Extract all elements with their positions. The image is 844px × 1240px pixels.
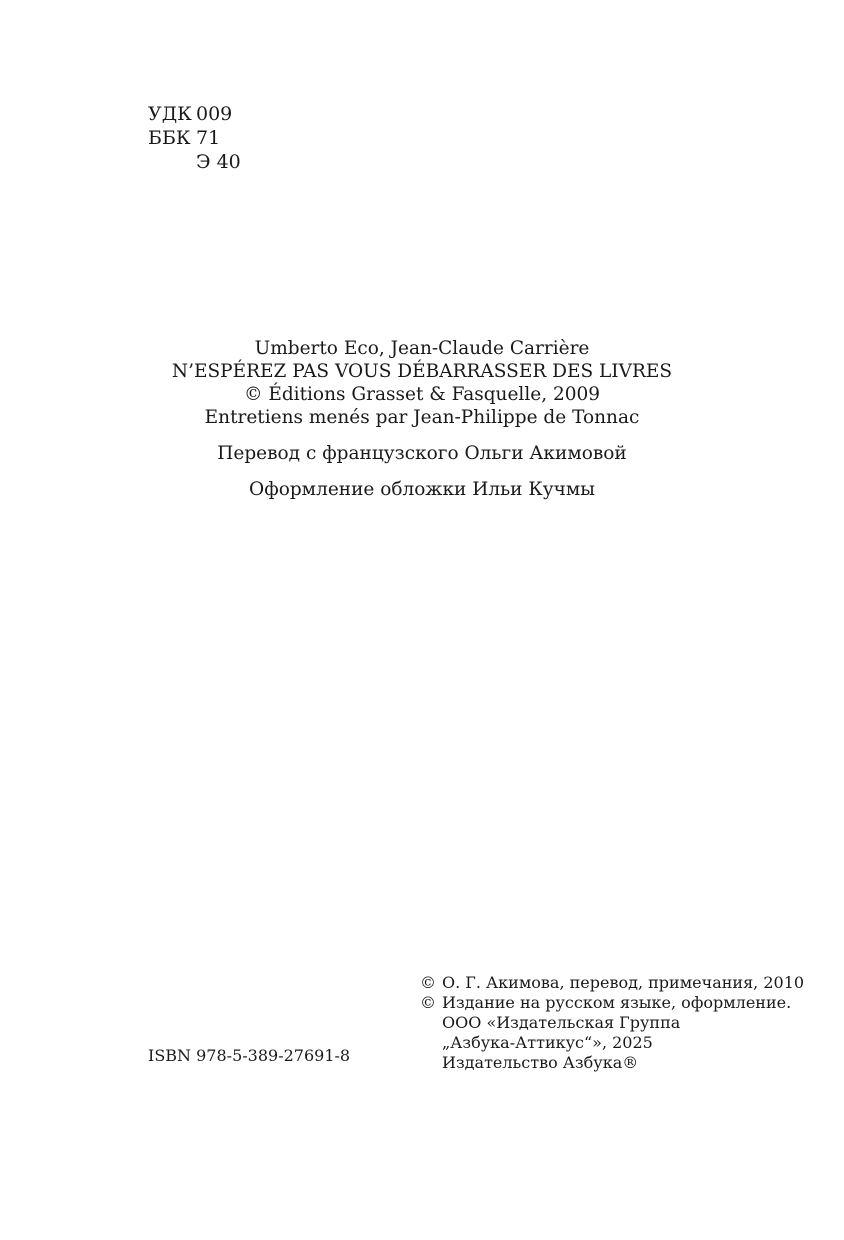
- udk-label: УДК: [148, 103, 192, 125]
- copyright-edition-text: Издание на русском языке, оформление.: [442, 993, 792, 1012]
- copyright-block: [420, 973, 804, 1073]
- bbk-label: ББК: [148, 127, 191, 149]
- copyright-line-translation: [420, 973, 804, 993]
- copyright-line-imprint: [420, 1053, 804, 1073]
- original-title: N’ESPÉREZ PAS VOUS DÉBARRASSER DES LIVRES: [171, 361, 673, 382]
- copyright-translation-text: О. Г. Акимова, перевод, примечания, 2010: [442, 973, 805, 992]
- isbn: ISBN 978-5-389-27691-8: [148, 1046, 351, 1065]
- edition-info: [0, 337, 844, 501]
- copyright-sign: ©: [420, 993, 436, 1012]
- bbk-value: 71: [196, 127, 221, 149]
- original-interviewer: Entretiens menés par Jean-Philippe de Tonnac: [204, 407, 640, 428]
- copyright-line-publisher-name: [420, 1033, 804, 1053]
- copyright-publisher-name-text: „Азбука-Аттикус“», 2025: [442, 1033, 653, 1052]
- copyright-imprint-text: Издательство Азбука®: [442, 1053, 639, 1072]
- classification-codes: [148, 102, 241, 174]
- copyright-line-edition: [420, 993, 804, 1013]
- copyright-publisher-text: ООО «Издательская Группа: [442, 1013, 681, 1032]
- cover-design-credit: Оформление обложки Ильи Кучмы: [249, 479, 595, 500]
- copyright-sign: ©: [420, 973, 436, 992]
- author-mark-indent: [148, 150, 196, 174]
- bbk-row: [148, 126, 241, 150]
- udk-value: 009: [196, 103, 233, 125]
- udk-row: [148, 102, 241, 126]
- translation-credit: Перевод с французского Ольги Акимовой: [217, 443, 627, 464]
- original-authors: Umberto Eco, Jean-Claude Carrière: [254, 338, 590, 359]
- author-mark-row: [148, 150, 241, 174]
- original-copyright: © Éditions Grasset & Fasquelle, 2009: [243, 384, 601, 405]
- copyright-line-publisher: [420, 1013, 804, 1033]
- author-mark: Э 40: [196, 151, 241, 173]
